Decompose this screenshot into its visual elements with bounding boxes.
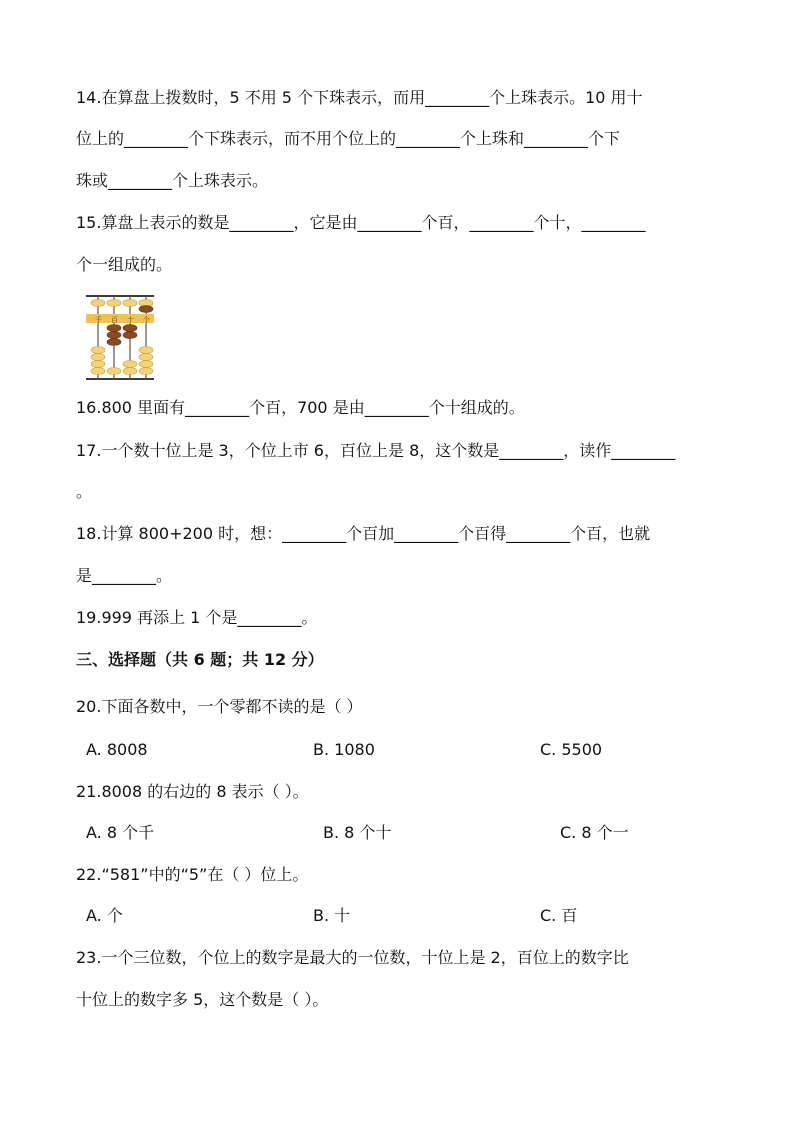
abacus-lower-bead-active — [123, 332, 137, 339]
q23-line2: 十位上的数字多 5，这个数是（ ）。 — [76, 990, 329, 1009]
abacus-lower-bead — [91, 361, 105, 368]
abacus-lower-bead-active — [123, 325, 137, 332]
q16-line: 16.800 里面有________个百，700 是由________个十组成的。 — [76, 398, 525, 417]
abacus-lower-bead — [91, 368, 105, 375]
abacus-lower-bead — [91, 347, 105, 354]
q20-option-a[interactable]: A. 8008 — [86, 740, 148, 759]
abacus-upper-bead — [107, 300, 121, 307]
q22-option-a[interactable]: A. 个 — [86, 906, 123, 925]
abacus-lower-bead — [139, 354, 153, 361]
abacus-lower-bead — [107, 368, 121, 375]
abacus-lower-bead — [139, 368, 153, 375]
abacus-lower-bead — [139, 361, 153, 368]
q21-option-a[interactable]: A. 8 个千 — [86, 823, 155, 842]
abacus-lower-bead-active — [107, 332, 121, 339]
q15-line2: 个一组成的。 — [76, 255, 173, 274]
q21-stem: 21.8008 的右边的 8 表示（ ）。 — [76, 782, 309, 801]
abacus-label-tens: 十 — [127, 316, 134, 324]
q22-option-b[interactable]: B. 十 — [313, 906, 351, 925]
section3-title: 三、选择题（共 6 题；共 12 分） — [76, 650, 324, 669]
abacus-lower-bead — [139, 347, 153, 354]
q21-option-c[interactable]: C. 8 个一 — [560, 823, 629, 842]
q14-line2: 位上的________个下珠表示，而不用个位上的________个上珠和________个下 — [76, 129, 621, 148]
abacus-upper-bead-active — [139, 306, 153, 313]
abacus-label-hundreds: 百 — [111, 316, 118, 324]
q20-stem: 20.下面各数中，一个零都不读的是（ ） — [76, 697, 363, 716]
q23-line1: 23.一个三位数，个位上的数字是最大的一位数，十位上是 2，百位上的数字比 — [76, 948, 629, 967]
q17-line2: 。 — [76, 482, 93, 501]
q20-option-c[interactable]: C. 5500 — [540, 740, 603, 759]
abacus-image — [84, 292, 156, 382]
q18-line1: 18.计算 800+200 时，想：________个百加________个百得________个百，也就 — [76, 524, 651, 543]
q14-line1: 14.在算盘上拨数时，5 不用 5 个下珠表示，而用________个上珠表示。10 用十 — [76, 88, 643, 107]
q18-line2: 是________。 — [76, 566, 173, 585]
abacus-upper-bead — [123, 300, 137, 307]
abacus-lower-bead-active — [107, 325, 121, 332]
abacus-label-thousands: 千 — [95, 316, 102, 324]
q20-option-b[interactable]: B. 1080 — [313, 740, 375, 759]
q19-line: 19.999 再添上 1 个是________。 — [76, 608, 318, 627]
abacus-label-ones: 个 — [143, 316, 150, 324]
q17-line1: 17.一个数十位上是 3，个位上市 6，百位上是 8，这个数是________，读作________ — [76, 441, 676, 460]
abacus-lower-bead — [123, 361, 137, 368]
abacus-lower-bead — [91, 354, 105, 361]
abacus-upper-bead — [91, 300, 105, 307]
q22-stem: 22.“581”中的“5”在（ ）位上。 — [76, 865, 309, 884]
q14-line3: 珠或________个上珠表示。 — [76, 171, 269, 190]
abacus-lower-bead-active — [107, 339, 121, 346]
q21-option-b[interactable]: B. 8 个十 — [323, 823, 392, 842]
q15-line1: 15.算盘上表示的数是________，它是由________个百，________个十，________ — [76, 213, 646, 232]
q22-option-c[interactable]: C. 百 — [540, 906, 578, 925]
abacus-lower-bead — [123, 368, 137, 375]
